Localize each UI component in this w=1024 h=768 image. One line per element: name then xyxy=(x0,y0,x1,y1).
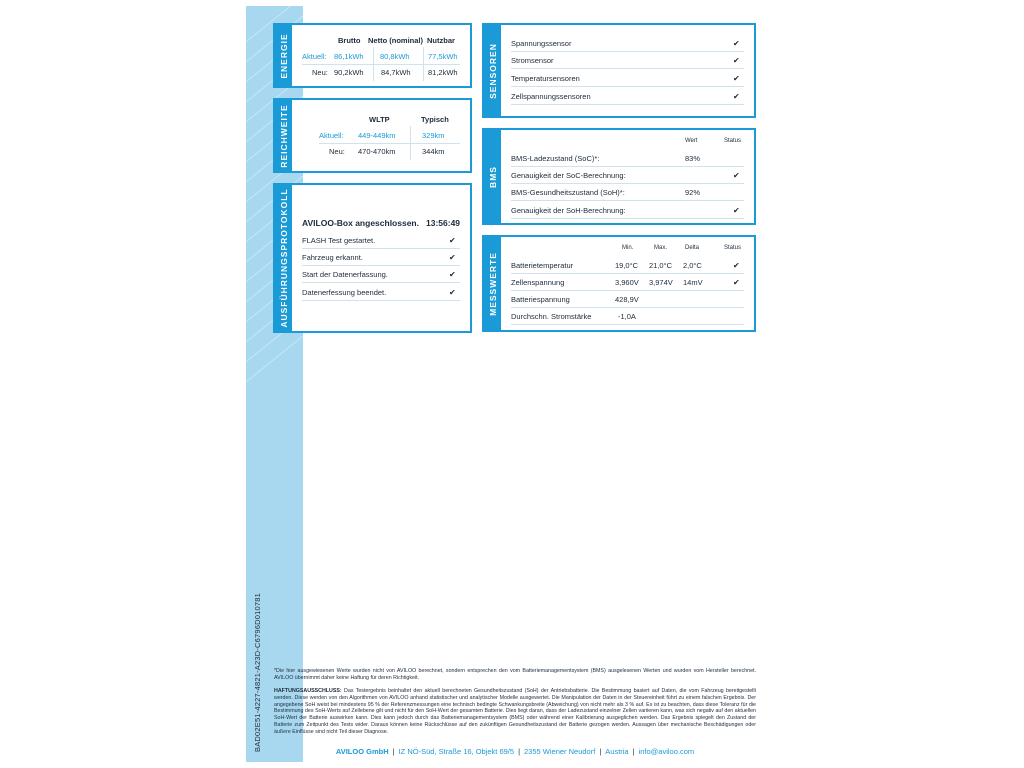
reichweite-value: 449-449km xyxy=(358,131,396,140)
divider xyxy=(511,86,744,87)
divider xyxy=(302,64,460,65)
energie-value: 84,7kWh xyxy=(381,68,411,77)
energie-header-nutzbar: Nutzbar xyxy=(427,36,455,45)
bms-side-label: BMS xyxy=(484,130,501,223)
messwerte-min: 3,960V xyxy=(615,278,639,287)
footer-address: IZ NÖ-Süd, Straße 16, Objekt 69/5 xyxy=(398,747,515,756)
reichweite-header-wltp: WLTP xyxy=(369,115,390,124)
bms-row-value: 83% xyxy=(685,154,701,163)
bms-row-label: Genauigkeit der SoC-Berechnung: xyxy=(511,171,626,180)
check-icon: ✔ xyxy=(449,236,456,245)
energie-panel xyxy=(273,23,472,88)
divider xyxy=(423,47,424,81)
messwerte-header-delta: Delta xyxy=(685,245,700,251)
reichweite-value: 329km xyxy=(422,131,445,140)
sensoren-side-label: SENSOREN xyxy=(484,25,501,116)
divider xyxy=(302,282,460,283)
check-icon: ✔ xyxy=(449,288,456,297)
protokoll-panel xyxy=(273,183,472,333)
messwerte-min: 19,0°C xyxy=(615,261,639,270)
check-icon: ✔ xyxy=(733,278,740,287)
protokoll-title: AVILOO-Box angeschlossen. xyxy=(302,218,419,228)
protokoll-time: 13:56:49 xyxy=(426,218,461,228)
protokoll-item: Datenerfessung beendet. xyxy=(302,288,387,297)
messwerte-row-label: Zellenspannung xyxy=(511,278,565,287)
sensoren-panel xyxy=(482,23,756,118)
check-icon: ✔ xyxy=(449,270,456,279)
divider xyxy=(511,51,744,52)
messwerte-delta: 14mV xyxy=(683,278,703,287)
messwerte-row-label: Batteriespannung xyxy=(511,295,570,304)
protokoll-item: Start der Datenerfassung. xyxy=(302,270,388,279)
check-icon: ✔ xyxy=(733,74,740,83)
document-id: BAD02E51-4227-4821-A23D-C6796D010781 xyxy=(253,593,262,752)
energie-side-label: ENERGIE xyxy=(275,25,292,86)
messwerte-side-label: MESSWERTE xyxy=(484,237,501,330)
divider xyxy=(373,47,374,81)
haftung-title: HAFTUNGSAUSSCHLUSS: xyxy=(274,688,342,694)
check-icon: ✔ xyxy=(733,171,740,180)
energie-value: 81,2kWh xyxy=(428,68,458,77)
divider xyxy=(511,68,744,69)
energie-value: 77,5kWh xyxy=(428,52,458,61)
messwerte-max: 21,0°C xyxy=(649,261,673,270)
energie-row-label: Neu: xyxy=(312,68,328,77)
check-icon: ✔ xyxy=(733,261,740,270)
reichweite-value: 470-470km xyxy=(358,147,396,156)
messwerte-row-label: Batterietemperatur xyxy=(511,261,574,270)
check-icon: ✔ xyxy=(733,206,740,215)
messwerte-panel xyxy=(482,235,756,332)
divider xyxy=(511,200,744,201)
bms-header-status: Status xyxy=(724,138,742,144)
messwerte-min: 428,9V xyxy=(615,295,639,304)
reichweite-header-typisch: Typisch xyxy=(421,115,449,124)
divider xyxy=(302,300,460,301)
bms-panel xyxy=(482,128,756,225)
divider xyxy=(319,143,460,144)
divider xyxy=(511,166,744,167)
reichweite-row-label: Aktuell: xyxy=(319,131,344,140)
divider xyxy=(302,265,460,266)
reichweite-value: 344km xyxy=(422,147,445,156)
check-icon: ✔ xyxy=(733,56,740,65)
messwerte-header-status: Status xyxy=(724,245,742,251)
footer-country: Austria xyxy=(605,747,629,756)
footnote: *Die hier ausgewiesenen Werte wurden nicht von AVILOO berechnet, sondern entsprechen den vom Batteriemanagementsystem (BMS) ausgelesenen Werten und wurden vom Hersteller berechnet. AVILOO übernimmt daher keine Haftung für deren Richtigkeit. xyxy=(274,668,756,681)
footer-city: 2355 Wiener Neudorf xyxy=(524,747,596,756)
protokoll-item: Fahrzeug erkannt. xyxy=(302,253,363,262)
messwerte-header-max: Max. xyxy=(654,245,668,251)
check-icon: ✔ xyxy=(733,92,740,101)
divider xyxy=(511,290,744,291)
check-icon: ✔ xyxy=(449,253,456,262)
divider xyxy=(410,126,411,160)
messwerte-row-label: Durchschn. Stromstärke xyxy=(511,312,592,321)
energie-value: 86,1kWh xyxy=(334,52,364,61)
divider xyxy=(302,248,460,249)
footer-company: AVILOO GmbH xyxy=(335,747,389,756)
divider xyxy=(511,307,744,308)
reichweite-side-label: REICHWEITE xyxy=(275,100,292,171)
energie-row-label: Aktuell: xyxy=(302,52,327,61)
haftungsausschluss xyxy=(274,688,756,736)
messwerte-header-min: Min. xyxy=(622,245,634,251)
messwerte-min: -1,0A xyxy=(618,312,636,321)
reichweite-row-label: Neu: xyxy=(329,147,345,156)
divider xyxy=(511,183,744,184)
haftung-text: Das Testergebnis beinhaltet den aktuell berechneten Gesundheitszustand (SoH) der Antriebsbatterie. Die Bestimmung basiert auf Daten, die vom Fahrzeug bereitgestellt werden. Diese werden von den Algorithmen von AVILOO anhand statistischer und analytischer Modelle ausgewertet. Die Manipulation der Daten in der Steuereinheit führt zu einem falschen Ergebnis. Der angegebene SoH weist bei mindestens 95 % der Referenzmessungen eine technisch bedingte Schwankungsbreite (Abweichung) von nicht mehr als 3 % auf. Es ist zu beachten, dass diese Toleranz für die Bestimmung des SoH-Werts auf Zellebene gilt und nicht für den SoH-Wert der gesamten Batterie. Dies liegt daran, dass der Ladezustand einzelner Zellen variieren kann, was sich negativ auf den aktuellen SoH-Wert der Batterie auswirken kann. Dies kann jedoch durch das Batteriemanagementsystem (BMS) oder während einer Kalibrierung ausgeglichen werden. Das Ergebnis spiegelt den Zustand der Batterie zum Zeitpunkt des Tests wider. Daraus können keine Rückschlüsse auf den zukünftigen Gesundheitszustand der Batterie gezogen werden. Aussagen über mechanische Beschädigungen oder äußere Einflüsse sind nicht Teil dieser Diagnose. xyxy=(274,688,756,735)
divider xyxy=(511,104,744,105)
bms-row-value: 92% xyxy=(685,188,701,197)
protokoll-item: FLASH Test gestartet. xyxy=(302,236,376,245)
divider xyxy=(511,218,744,219)
energie-header-netto: Netto (nominal) xyxy=(368,36,423,45)
protokoll-side-label: AUSFÜHRUNGSPROTOKOLL xyxy=(275,185,292,331)
messwerte-max: 3,974V xyxy=(649,278,673,287)
footer: AVILOO GmbH | IZ NÖ-Süd, Straße 16, Objekt 69/5 | 2355 Wiener Neudorf | Austria | info@aviloo.com xyxy=(335,747,695,756)
energie-value: 80,8kWh xyxy=(380,52,410,61)
divider xyxy=(511,273,744,274)
bms-row-label: BMS-Gesundheitszustand (SoH)*: xyxy=(511,188,625,197)
sensor-item: Stromsensor xyxy=(511,56,554,65)
energie-header-brutto: Brutto xyxy=(338,36,361,45)
sensor-item: Zellspannungssensoren xyxy=(511,92,591,101)
sensor-item: Temperatursensoren xyxy=(511,74,580,83)
sensor-item: Spannungssensor xyxy=(511,39,572,48)
bms-row-label: Genauigkeit der SoH-Berechnung: xyxy=(511,206,626,215)
divider xyxy=(511,324,744,325)
bms-header-wert: Wert xyxy=(685,138,698,144)
footer-email[interactable]: info@aviloo.com xyxy=(638,747,695,756)
check-icon: ✔ xyxy=(733,39,740,48)
energie-value: 90,2kWh xyxy=(334,68,364,77)
messwerte-delta: 2,0°C xyxy=(683,261,702,270)
reichweite-panel xyxy=(273,98,472,173)
bms-row-label: BMS-Ladezustand (SoC)*: xyxy=(511,154,600,163)
